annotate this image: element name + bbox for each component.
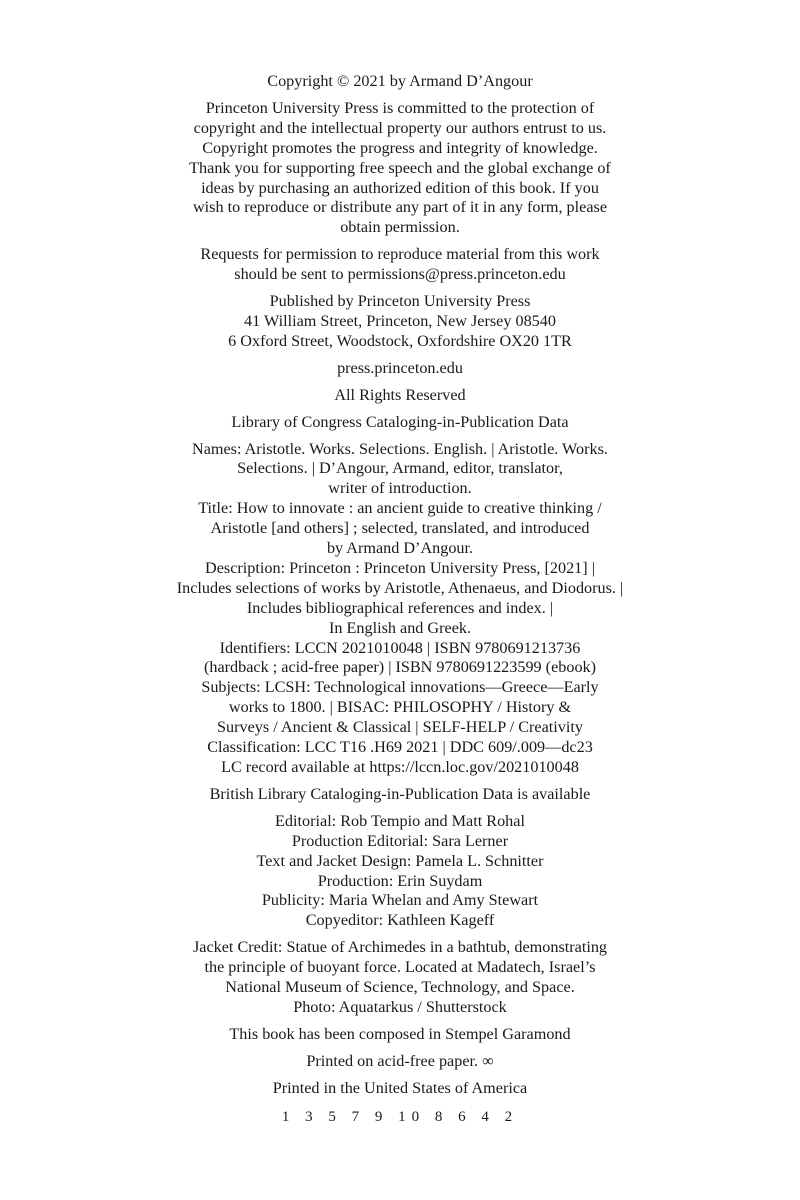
statement-line: obtain permission. bbox=[340, 218, 460, 237]
credit-line: Copyeditor: Kathleen Kageff bbox=[305, 911, 495, 930]
cip-line: Includes selections of works by Aristotle, Athenaeus, and Diodorus. | bbox=[176, 578, 624, 597]
typeface-note-block bbox=[120, 1025, 680, 1045]
cip-line: Surveys / Ancient & Classical | SELF-HELP / Creativity bbox=[217, 718, 583, 737]
paper-note: Printed on acid-free paper. ∞ bbox=[306, 1051, 494, 1070]
publisher-address bbox=[120, 292, 680, 352]
cip-line: Subjects: LCSH: Technological innovations—Greece—Early bbox=[201, 678, 599, 697]
permissions-request bbox=[120, 245, 680, 285]
cip-line: Selections. | D’Angour, Armand, editor, translator, bbox=[237, 459, 563, 478]
jacket-credit-line: the principle of buoyant force. Located at Madatech, Israel’s bbox=[204, 958, 596, 977]
cip-line: Aristotle [and others] ; selected, translated, and introduced bbox=[210, 519, 590, 538]
rights-block bbox=[120, 386, 680, 406]
cip-data bbox=[120, 440, 680, 778]
cip-line: In English and Greek. bbox=[328, 618, 472, 637]
publisher-line: 41 William Street, Princeton, New Jersey 08540 bbox=[244, 311, 556, 330]
cip-line: LC record available at https://lccn.loc.gov/2021010048 bbox=[221, 758, 579, 776]
credit-line: Editorial: Rob Tempio and Matt Rohal bbox=[275, 811, 525, 830]
production-credits bbox=[120, 812, 680, 931]
cip-line: by Armand D’Angour. bbox=[326, 539, 474, 558]
paper-note-block bbox=[120, 1052, 680, 1072]
jacket-credit-line: Jacket Credit: Statue of Archimedes in a bathtub, demonstrating bbox=[192, 938, 608, 957]
cip-line: Classification: LCC T16 .H69 2021 | DDC 609/.009—dc23 bbox=[207, 738, 593, 757]
jacket-credit-line: Photo: Aquatarkus / Shutterstock bbox=[293, 997, 507, 1016]
copyright-notice bbox=[120, 72, 680, 92]
statement-line: copyright and the intellectual property our authors entrust to us. bbox=[193, 118, 607, 137]
statement-line: Copyright promotes the progress and integrity of knowledge. bbox=[202, 138, 598, 157]
permissions-line: should be sent to permissions@press.princeton.edu bbox=[234, 265, 566, 284]
cip-line: Names: Aristotle. Works. Selections. English. | Aristotle. Works. bbox=[192, 439, 608, 458]
printed-in-block bbox=[120, 1079, 680, 1099]
cip-heading: Library of Congress Cataloging-in-Publication Data bbox=[231, 412, 569, 431]
copyright-line: Copyright © 2021 by Armand D’Angour bbox=[267, 72, 533, 90]
jacket-credit bbox=[120, 938, 680, 1018]
cip-line: Includes bibliographical references and index. | bbox=[246, 598, 554, 617]
printed-in: Printed in the United States of America bbox=[272, 1078, 528, 1097]
copyright-statement bbox=[120, 99, 680, 238]
cip-line: Title: How to innovate : an ancient guide to creative thinking / bbox=[198, 499, 602, 518]
credit-line: Production: Erin Suydam bbox=[317, 871, 483, 890]
british-library-block bbox=[120, 785, 680, 805]
publisher-website-block bbox=[120, 359, 680, 379]
statement-line: ideas by purchasing an authorized edition of this book. If you bbox=[201, 178, 599, 197]
publisher-line: Published by Princeton University Press bbox=[269, 292, 531, 311]
cip-line: (hardback ; acid-free paper) | ISBN 9780691223599 (ebook) bbox=[203, 658, 597, 677]
statement-line: Princeton University Press is committed to the protection of bbox=[205, 98, 595, 117]
rights-reserved: All Rights Reserved bbox=[334, 385, 466, 404]
statement-line: wish to reproduce or distribute any part of it in any form, please bbox=[192, 198, 607, 217]
credit-line: Publicity: Maria Whelan and Amy Stewart bbox=[261, 891, 539, 910]
cip-heading-block bbox=[120, 413, 680, 433]
cip-line: works to 1800. | BISAC: PHILOSOPHY / History & bbox=[228, 698, 572, 717]
credit-line: Text and Jacket Design: Pamela L. Schnitter bbox=[256, 851, 544, 870]
typeface-note: This book has been composed in Stempel Garamond bbox=[229, 1024, 571, 1043]
statement-line: Thank you for supporting free speech and the global exchange of bbox=[189, 158, 611, 177]
copyright-page bbox=[120, 72, 680, 1128]
cip-line: Description: Princeton : Princeton University Press, [2021] | bbox=[205, 558, 595, 577]
credit-line: Production Editorial: Sara Lerner bbox=[291, 831, 509, 850]
british-library-note: British Library Cataloging-in-Publication Data is available bbox=[209, 784, 591, 803]
permissions-line: Requests for permission to reproduce material from this work bbox=[200, 245, 600, 264]
cip-line: Identifiers: LCCN 2021010048 | ISBN 9780691213736 bbox=[219, 638, 581, 657]
cip-line: writer of introduction. bbox=[328, 479, 472, 498]
printing-line: 1 3 5 7 9 10 8 6 4 2 bbox=[281, 1108, 519, 1125]
publisher-line: 6 Oxford Street, Woodstock, Oxfordshire OX20 1TR bbox=[228, 331, 572, 350]
jacket-credit-line: National Museum of Science, Technology, and Space. bbox=[225, 978, 575, 997]
publisher-website: press.princeton.edu bbox=[337, 358, 463, 377]
